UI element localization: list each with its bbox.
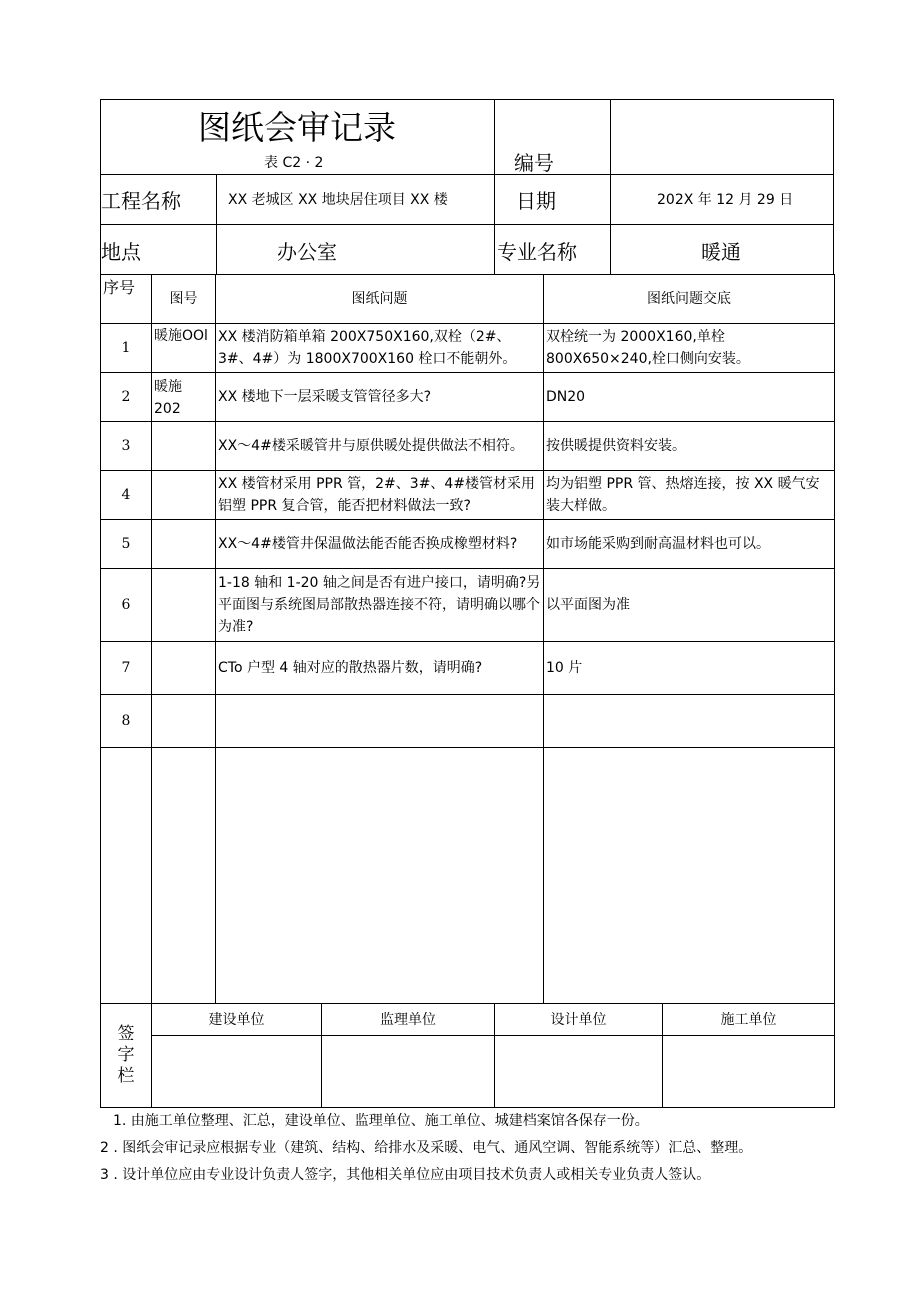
divider	[101, 224, 833, 225]
table-row	[101, 642, 835, 695]
row-answer: 按供暖提供资料安装。	[544, 422, 835, 471]
row-seq: 5	[101, 520, 152, 569]
divider	[101, 174, 833, 175]
row-seq: 2	[101, 373, 152, 422]
col-drawing-header: 图号	[152, 275, 216, 324]
col-issue-header: 图纸问题	[216, 275, 544, 324]
signature-unit-supervisor: 监理单位	[322, 1004, 495, 1036]
row-answer	[544, 695, 835, 748]
project-value: XX 老城区 XX 地块居住项目 XX 楼	[228, 192, 448, 208]
signature-unit-contractor: 施工单位	[663, 1004, 835, 1036]
signature-box	[495, 1036, 663, 1108]
row-seq: 3	[101, 422, 152, 471]
blank-cell	[152, 748, 216, 1004]
note-item: 2 . 图纸会审记录应根据专业（建筑、结构、给排水及采暖、电气、通风空调、智能系统等）汇总、整理。	[100, 1140, 753, 1156]
row-answer: 10 片	[544, 642, 835, 695]
review-record-form	[100, 99, 834, 1108]
row-seq: 8	[101, 695, 152, 748]
form-code: 表 C2 · 2	[264, 155, 324, 171]
row-issue: XX 楼管材采用 PPR 管，2#、3#、4#楼管材采用铝塑 PPR 复合管，能否把材料做法一致?	[216, 471, 544, 520]
row-drawing-no	[152, 569, 216, 642]
row-seq: 1	[101, 324, 152, 373]
discipline-value: 暖通	[701, 240, 741, 264]
divider	[610, 100, 611, 275]
issues-table	[100, 274, 835, 1004]
table-row	[101, 422, 835, 471]
table-row-blank	[101, 748, 835, 1004]
row-answer: 如市场能采购到耐高温材料也可以。	[544, 520, 835, 569]
signature-unit-owner: 建设单位	[152, 1004, 322, 1036]
table-header-row	[101, 275, 835, 324]
signature-unit-designer: 设计单位	[495, 1004, 663, 1036]
col-answer-header: 图纸问题交底	[544, 275, 835, 324]
row-seq: 4	[101, 471, 152, 520]
table-row	[101, 569, 835, 642]
location-value: 办公室	[277, 240, 337, 264]
signature-box	[152, 1036, 322, 1108]
table-row	[101, 324, 835, 373]
blank-cell	[544, 748, 835, 1004]
note-item: 3 . 设计单位应由专业设计负责人签字，其他相关单位应由项目技术负责人或相关专业负责人签认。	[100, 1167, 711, 1183]
row-issue: XX 楼消防箱单箱 200X750X160,双栓（2#、3#、4#）为 1800X700X160 栓口不能朝外。	[216, 324, 544, 373]
table-row	[101, 695, 835, 748]
blank-cell	[216, 748, 544, 1004]
row-drawing-no	[152, 422, 216, 471]
page-title: 图纸会审记录	[198, 108, 396, 147]
blank-cell	[101, 748, 152, 1004]
date-value: 202X 年 12 月 29 日	[657, 192, 794, 208]
row-answer: 均为铝塑 PPR 管、热熔连接，按 XX 暖气安装大样做。	[544, 471, 835, 520]
row-drawing-no	[152, 520, 216, 569]
row-issue: CTo 户型 4 轴对应的散热器片数，请明确?	[216, 642, 544, 695]
row-drawing-no: 暖施OOl	[152, 324, 216, 373]
row-drawing-no	[152, 471, 216, 520]
discipline-label: 专业名称	[497, 240, 577, 264]
row-drawing-no	[152, 642, 216, 695]
signature-label: 签字栏	[101, 1004, 152, 1108]
location-label: 地点	[101, 240, 141, 264]
signature-box	[663, 1036, 835, 1108]
row-answer: 双栓统一为 2000X160,单栓 800X650×240,栓口侧向安装。	[544, 324, 835, 373]
table-row	[101, 373, 835, 422]
divider	[494, 100, 495, 275]
row-seq: 6	[101, 569, 152, 642]
row-issue: XX 楼地下一层采暖支管管径多大?	[216, 373, 544, 422]
form-header	[100, 99, 834, 274]
row-issue	[216, 695, 544, 748]
row-issue: XX～4#楼管井保温做法能否能否换成橡塑材料?	[216, 520, 544, 569]
project-label: 工程名称	[101, 189, 181, 213]
table-row	[101, 471, 835, 520]
row-answer: DN20	[544, 373, 835, 422]
notes	[100, 1108, 840, 1189]
row-drawing-no: 暖施 202	[152, 373, 216, 422]
date-label: 日期	[516, 189, 556, 213]
row-issue: XX～4#楼采暖管井与原供暖处提供做法不相符。	[216, 422, 544, 471]
table-row	[101, 520, 835, 569]
note-item: 1. 由施工单位整理、汇总，建设单位、监理单位、施工单位、城建档案馆各保存一份。	[113, 1113, 649, 1129]
number-label: 编号	[514, 151, 554, 175]
row-answer: 以平面图为准	[544, 569, 835, 642]
col-seq-header: 序号	[101, 275, 152, 324]
row-issue: 1-18 轴和 1-20 轴之间是否有进户接口，请明确?另平面图与系统图局部散热器连接不符，请明确以哪个为准?	[216, 569, 544, 642]
row-seq: 7	[101, 642, 152, 695]
row-drawing-no	[152, 695, 216, 748]
signature-table	[100, 1003, 835, 1108]
signature-box	[322, 1036, 495, 1108]
